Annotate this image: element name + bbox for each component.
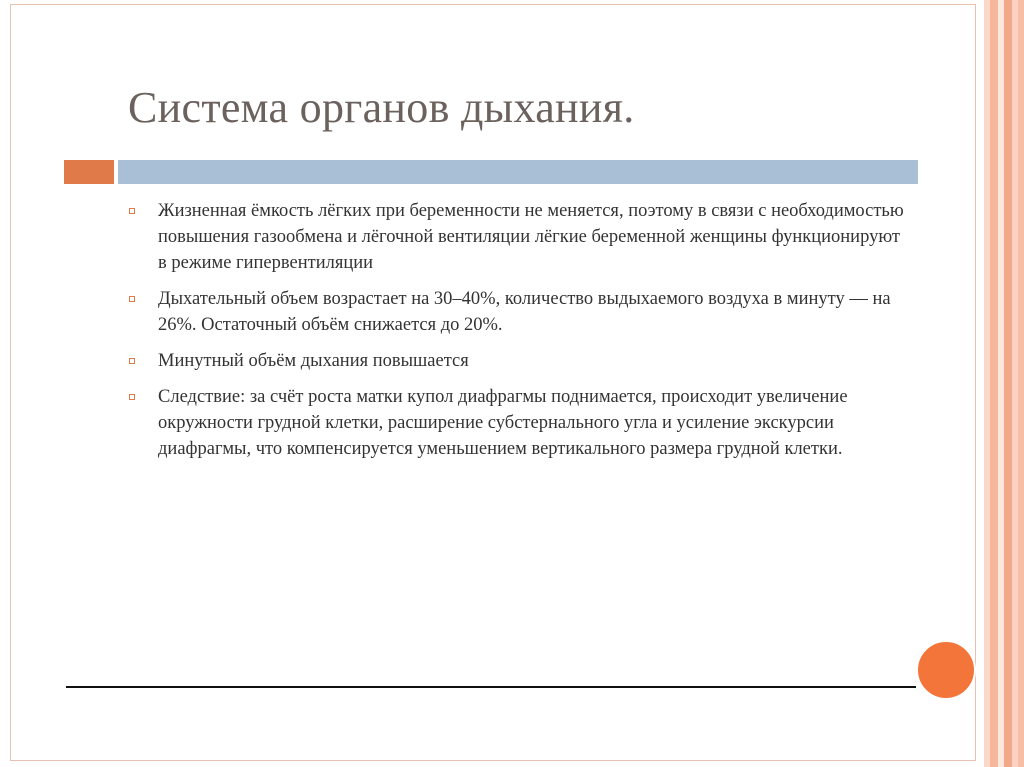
square-bullet-icon bbox=[129, 208, 135, 214]
slide-title: Система органов дыхания. bbox=[128, 83, 635, 132]
bullet-text: Дыхательный объем возрастает на 30–40%, количество выдыхаемого воздуха в минуту — на 26%. Остаточный объём снижается до 20%. bbox=[158, 289, 891, 335]
bullet-text: Жизненная ёмкость лёгких при беременности не меняется, поэтому в связи с необходимостью повышения газообмена и лёгочной вентиляции лёгкие беременной женщины функционируют в режиме гипервентиляции bbox=[158, 201, 904, 273]
footer-divider-line bbox=[66, 686, 916, 688]
bullet-text: Следствие: за счёт роста матки купол диафрагмы поднимается, происходит увеличение окружности грудной клетки, расширение субстернального угла и усиление экскурсии диафрагмы, что компенсируется уменьшением вертикального размера грудной клетки. bbox=[158, 387, 848, 459]
side-stripe bbox=[1004, 0, 1012, 767]
square-bullet-icon bbox=[129, 394, 135, 400]
square-bullet-icon bbox=[129, 296, 135, 302]
decorative-side-stripes bbox=[984, 0, 1024, 767]
side-stripe bbox=[990, 0, 998, 767]
bullet-item bbox=[126, 348, 906, 374]
bullet-item bbox=[126, 384, 906, 462]
bullet-text: Минутный объём дыхания повышается bbox=[158, 351, 469, 371]
title-accent-block bbox=[64, 160, 114, 184]
title-accent-bar bbox=[118, 160, 918, 184]
bullet-list bbox=[126, 198, 906, 472]
side-stripe bbox=[1018, 0, 1024, 767]
bullet-item bbox=[126, 286, 906, 338]
orange-circle-icon bbox=[916, 640, 976, 700]
bullet-item bbox=[126, 198, 906, 276]
square-bullet-icon bbox=[129, 358, 135, 364]
